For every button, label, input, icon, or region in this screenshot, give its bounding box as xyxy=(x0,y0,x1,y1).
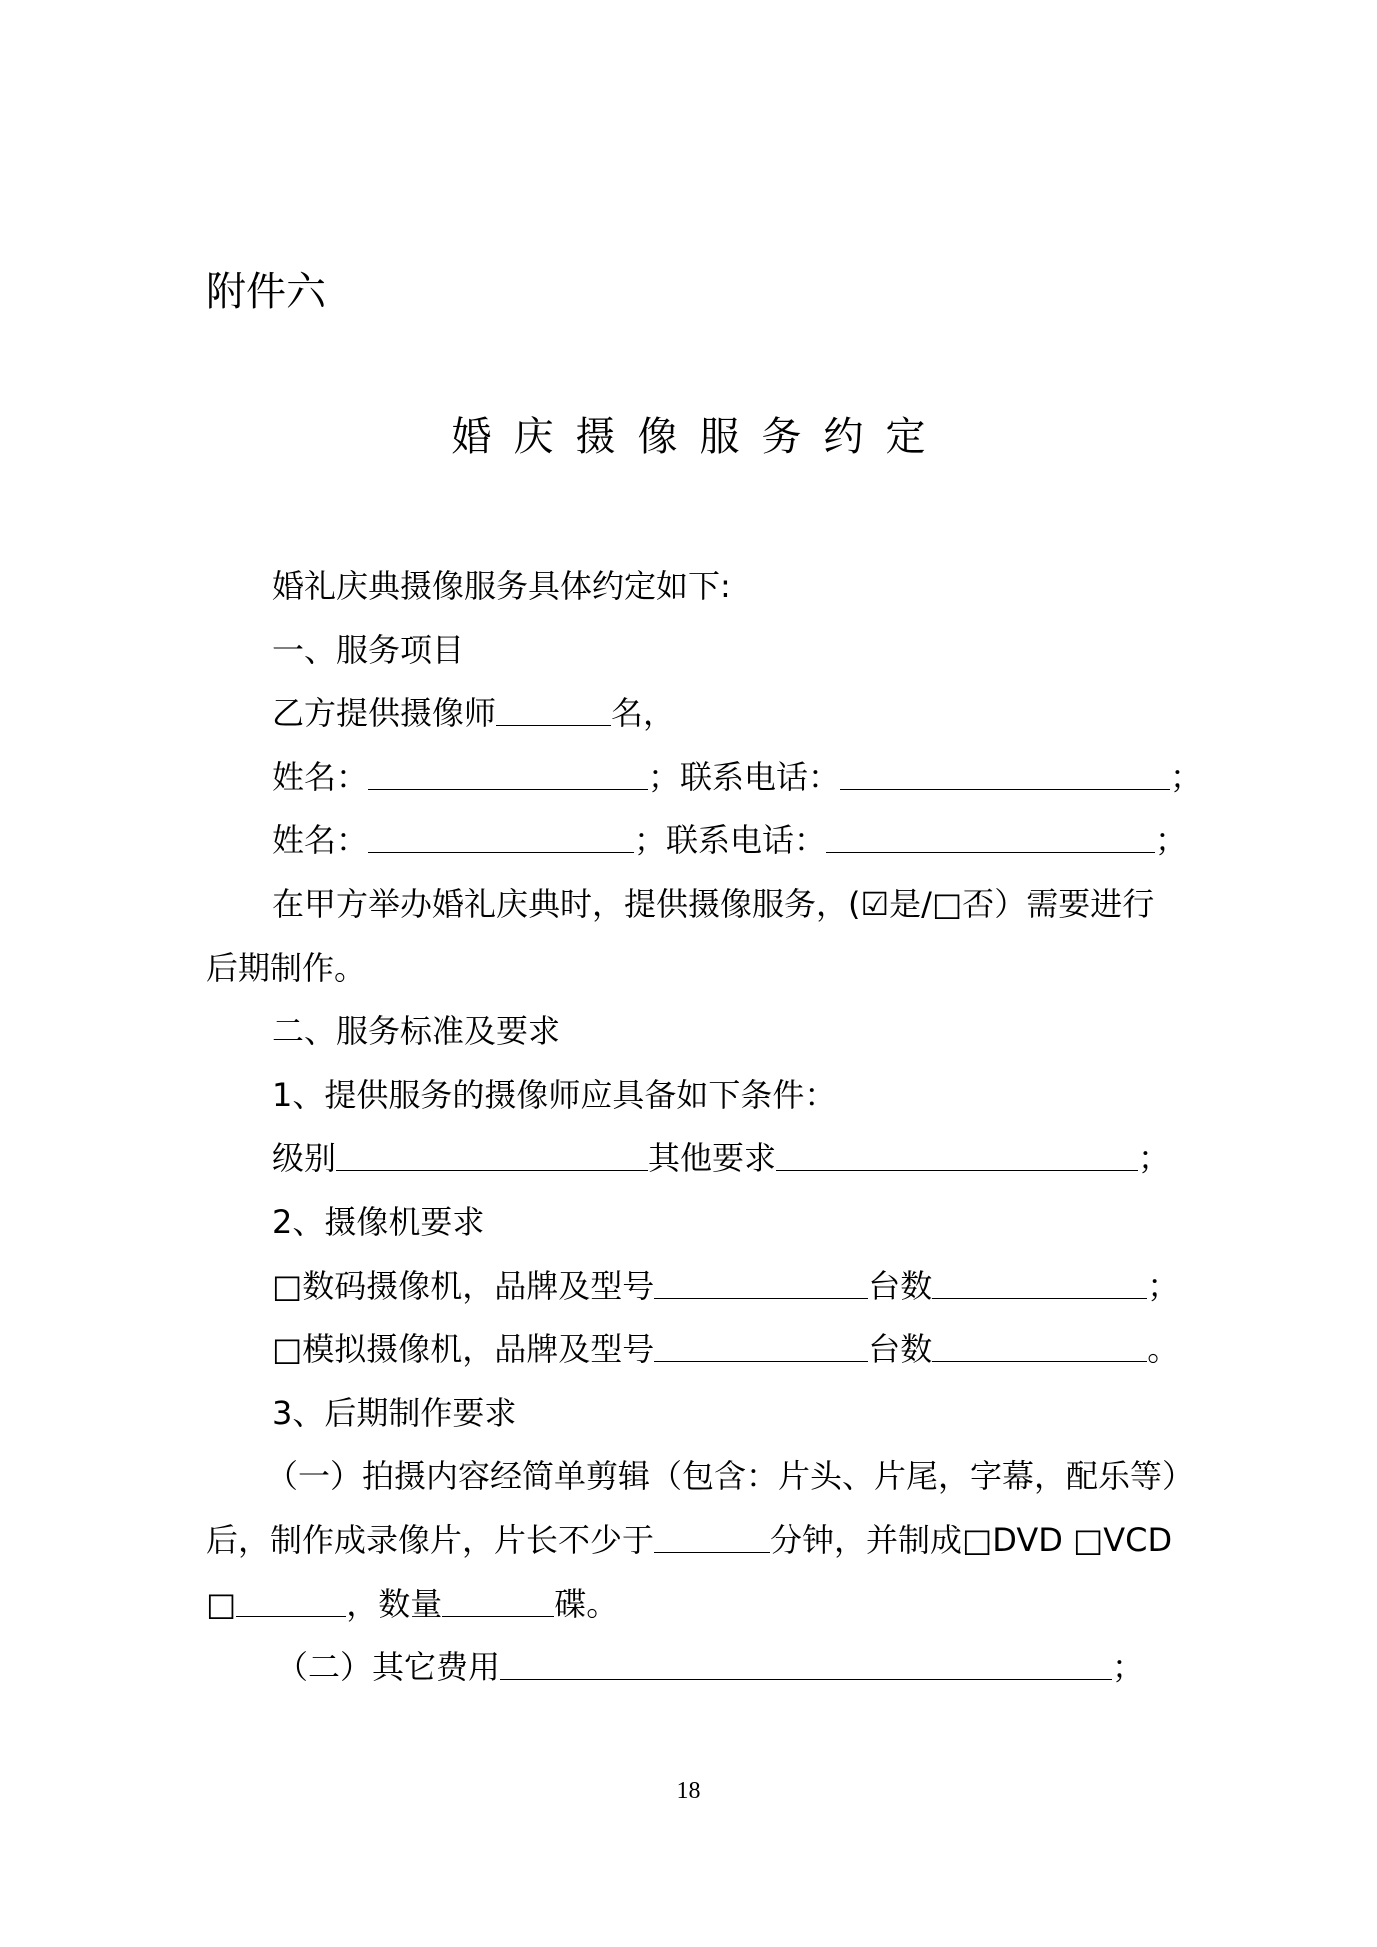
fee-line xyxy=(206,1636,1191,1700)
duration-blank[interactable] xyxy=(654,1522,770,1553)
annex-label: 附件六 xyxy=(206,269,326,315)
label: 乙方提供摄像师 xyxy=(272,694,497,733)
level-label: 级别 xyxy=(272,1139,337,1178)
level-line xyxy=(206,1127,1191,1191)
name-blank-1[interactable] xyxy=(368,759,648,790)
document-body xyxy=(206,555,1203,1700)
other-format-checkbox[interactable]: □ xyxy=(206,1584,237,1623)
digital-label: □数码摄像机，品牌及型号 xyxy=(272,1266,655,1305)
fee-blank[interactable] xyxy=(500,1649,1112,1680)
page-number: 18 xyxy=(676,1778,701,1804)
quantity-blank[interactable] xyxy=(442,1586,554,1617)
phone-blank-2[interactable] xyxy=(826,822,1155,853)
contact-line-2 xyxy=(206,809,1191,873)
semicolon: ； xyxy=(1138,1139,1171,1178)
semicolon: ； xyxy=(1147,1266,1180,1305)
analog-model-blank[interactable] xyxy=(654,1331,868,1362)
semicolon: ； xyxy=(1155,821,1188,860)
section-heading-1: 一、服务项目 xyxy=(272,630,465,669)
contact-line-1 xyxy=(206,746,1203,810)
requirement-3: 3、后期制作要求 xyxy=(272,1393,517,1432)
analog-camera-line xyxy=(206,1318,1191,1382)
semicolon: ； xyxy=(648,757,681,796)
phone-label: 联系电话： xyxy=(680,757,841,796)
period: 。 xyxy=(1147,1330,1180,1369)
post-production-choice: 在甲方举办婚礼庆典时，提供摄像服务，(☑是/□否）需要进行 xyxy=(272,884,1155,923)
semicolon: ； xyxy=(634,821,667,860)
digital-model-blank[interactable] xyxy=(654,1268,868,1299)
analog-label: □模拟摄像机，品牌及型号 xyxy=(272,1330,655,1369)
other-format-blank[interactable] xyxy=(236,1586,346,1617)
count-label: 台数 xyxy=(868,1266,933,1305)
semicolon: ； xyxy=(1112,1648,1145,1687)
count-label: 台数 xyxy=(868,1330,933,1369)
level-blank[interactable] xyxy=(336,1140,648,1171)
section-heading-2: 二、服务标准及要求 xyxy=(272,1012,561,1051)
label: 后，制作成录像片，片长不少于 xyxy=(206,1520,655,1559)
name-label: 姓名： xyxy=(272,757,369,796)
requirement-2: 2、摄像机要求 xyxy=(272,1202,485,1241)
phone-blank-1[interactable] xyxy=(840,759,1170,790)
label: ，数量 xyxy=(346,1584,443,1623)
other-label: 其他要求 xyxy=(648,1139,777,1178)
digital-count-blank[interactable] xyxy=(932,1268,1147,1299)
document-title: 婚庆摄像服务约定 xyxy=(451,414,948,460)
name-label: 姓名： xyxy=(272,821,369,860)
editing-line: （一）拍摄内容经简单剪辑（包含：片头、片尾，字幕，配乐等） xyxy=(266,1457,1195,1496)
fee-label: （二）其它费用 xyxy=(276,1648,501,1687)
intro: 婚礼庆典摄像服务具体约定如下: xyxy=(272,567,731,605)
photographer-count-blank[interactable] xyxy=(496,695,611,726)
digital-camera-line xyxy=(206,1255,1191,1319)
label: 名， xyxy=(611,694,676,733)
analog-count-blank[interactable] xyxy=(932,1331,1147,1362)
post-production-choice-cont: 后期制作。 xyxy=(206,948,367,987)
phone-label: 联系电话： xyxy=(666,821,827,860)
label: 分钟，并制成□DVD □VCD xyxy=(770,1520,1173,1559)
photographer-count-line xyxy=(206,682,1191,746)
other-blank[interactable] xyxy=(776,1140,1138,1171)
semicolon: ； xyxy=(1170,757,1203,796)
disc-line xyxy=(206,1573,1191,1637)
label: 碟。 xyxy=(554,1584,619,1623)
duration-line xyxy=(206,1509,1191,1573)
requirement-1: 1、提供服务的摄像师应具备如下条件： xyxy=(272,1075,837,1114)
name-blank-2[interactable] xyxy=(368,822,634,853)
